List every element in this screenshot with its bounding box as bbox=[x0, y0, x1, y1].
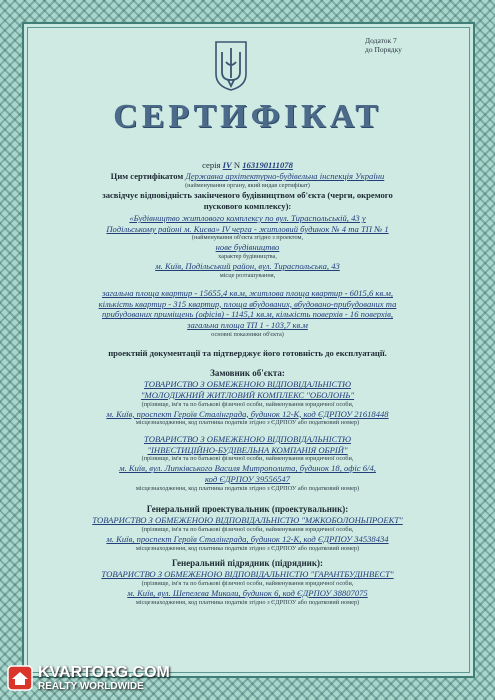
number-value: 163190111078 bbox=[242, 160, 293, 170]
indicators-caption: основні показники об'єкта) bbox=[211, 330, 284, 338]
contractor-caption: (прізвище, ім'я та по батькові фізичної особи, найменування юридичної особи, bbox=[141, 579, 354, 587]
issuer-caption: (найменування органу, який видав сертифікат) bbox=[185, 181, 310, 189]
watermark-line-2: REALTY WORLDWIDE bbox=[38, 680, 144, 692]
customer-org2-line-1: ТОВАРИСТВО З ОБМЕЖЕНОЮ ВІДПОВІДАЛЬНІСТЮ bbox=[144, 434, 351, 444]
site-watermark bbox=[0, 656, 200, 700]
indicators-line-1: загальна площа квартир - 15655,4 кв.м, житлова площа квартир - 6015,6 кв.м, bbox=[102, 288, 393, 298]
certificate-body bbox=[34, 30, 461, 670]
issuer-prefix: Цим сертифікатом bbox=[110, 171, 184, 181]
customer-org1-caption: (прізвище, ім'я та по батькові фізичної особи, найменування юридичної особи, bbox=[141, 400, 354, 408]
certificate-title: СЕРТИФІКАТ bbox=[113, 98, 382, 135]
contractor-address: м. Київ, вул. Шепелєва Миколи, будинок 6, код ЄДРПОУ 38807075 bbox=[127, 587, 368, 598]
series-label: серія bbox=[202, 160, 221, 170]
serial-line bbox=[34, 160, 461, 171]
customer-org2-address-2: код ЄДРПОУ 39556547 bbox=[204, 474, 291, 485]
indicators-line-3: прибудованих приміщень (офісів) - 1145,1 кв.м, кількість поверхів - 16 поверхів, bbox=[101, 309, 394, 320]
designer-caption: (прізвище, ім'я та по батькові фізичної особи, найменування юридичної особи, bbox=[141, 525, 354, 533]
customer-org1-address: м. Київ, проспект Героїв Сталінграда, будинок 12-К, код ЄДРПОУ 21618448 bbox=[106, 408, 389, 419]
certifies-line-1: засвідчує відповідність закінченого будівництвом об'єкта (черги, окремого bbox=[102, 190, 393, 200]
designer-heading: Генеральний проектувальник (проектувальник): bbox=[146, 504, 349, 514]
customer-org2-caption: (прізвище, ім'я та по батькові фізичної особи, найменування юридичної особи, bbox=[141, 455, 354, 463]
object-kind: нове будівництво bbox=[215, 242, 280, 253]
object-kind-caption: характер будівництва, bbox=[218, 253, 277, 261]
annex-line-1: Додаток 7 bbox=[365, 36, 397, 45]
object-description bbox=[34, 213, 461, 280]
customer-org1-line-1: ТОВАРИСТВО З ОБМЕЖЕНОЮ ВІДПОВІДАЛЬНІСТЮ bbox=[144, 379, 351, 390]
certifies-line-2: пускового комплексу): bbox=[203, 200, 292, 211]
indicators-line-4: загальна площа ТП 1 - 103,7 кв.м bbox=[187, 320, 308, 331]
customer-second-org bbox=[34, 434, 461, 493]
customer-org2-address-1: м. Київ, вул. Липківського Василя Митрополита, будинок 18, офіс 6/4, bbox=[119, 463, 376, 474]
object-caption: (найменування об'єкта згідно з проектом, bbox=[191, 234, 304, 242]
conclusion-text: проектній документації та підтверджує його готовність до експлуатації. bbox=[108, 348, 387, 358]
customer-org1-address-caption: місцезнаходження, код платника податків згідно з ЄДРПОУ або податковий номер) bbox=[135, 419, 360, 427]
issuer-line bbox=[34, 171, 461, 190]
customer-org1-line-2: "МОЛОДІЖНИЙ ЖИТЛОВИЙ КОМПЛЕКС "ОБОЛОНЬ" bbox=[140, 389, 355, 400]
designer-org: ТОВАРИСТВО З ОБМЕЖЕНОЮ ВІДПОВІДАЛЬНІСТЮ "МЖКОБОЛОНЬПРОЕКТ" bbox=[92, 515, 403, 526]
customer-org2-address-caption: місцезнаходження, код платника податків згідно з ЄДРПОУ або податковий номер) bbox=[135, 484, 360, 492]
object-line-2: Подільському районі м. Києва» IV черга - житловий будинок № 4 та ТП № 1 bbox=[106, 223, 389, 234]
issuer-name: Державна архітектурно-будівельна інспекція України bbox=[185, 171, 385, 181]
designer-address: м. Київ, проспект Героїв Сталінграда, будинок 12-К, код ЄДРПОУ 34538434 bbox=[106, 533, 389, 544]
customer-org2-line-2: "ІНВЕСТИЦІЙНО-БУДІВЕЛЬНА КОМПАНІЯ ОБРІЙ" bbox=[147, 444, 348, 455]
number-label: N bbox=[233, 160, 241, 170]
annex-line-2: до Порядку bbox=[365, 45, 402, 54]
contractor-org: ТОВАРИСТВО З ОБМЕЖЕНОЮ ВІДПОВІДАЛЬНІСТЮ "ГАРАНТБУДІНВЕСТ" bbox=[101, 569, 394, 580]
certifies-text bbox=[34, 190, 461, 211]
contractor-address-caption: місцезнаходження, код платника податків згідно з ЄДРПОУ або податковий номер) bbox=[135, 598, 360, 606]
object-line-1: «Будівництво житлового комплексу по вул. Тираспольській, 43 у bbox=[129, 213, 366, 223]
watermark-line-1: KVARTORG.COM bbox=[38, 663, 170, 681]
object-location-caption: місце розташування, bbox=[219, 271, 276, 279]
series-value: IV bbox=[222, 160, 232, 170]
indicators-line-2: кількість квартир - 315 квартир, площа вбудованих, вбудовано-прибудованих та bbox=[98, 298, 397, 309]
house-logo-icon bbox=[6, 664, 34, 692]
contractor-heading: Генеральний підрядник (підрядник): bbox=[171, 558, 324, 568]
customer-heading: Замовник об'єкта: bbox=[210, 368, 285, 378]
designer-section bbox=[34, 504, 461, 552]
object-location: м. Київ, Подільський район, вул. Тираспольська, 43 bbox=[155, 260, 340, 271]
contractor-section bbox=[34, 558, 461, 606]
customer-section bbox=[34, 368, 461, 427]
designer-address-caption: місцезнаходження, код платника податків згідно з ЄДРПОУ або податковий номер) bbox=[135, 544, 360, 552]
object-indicators bbox=[34, 288, 461, 339]
